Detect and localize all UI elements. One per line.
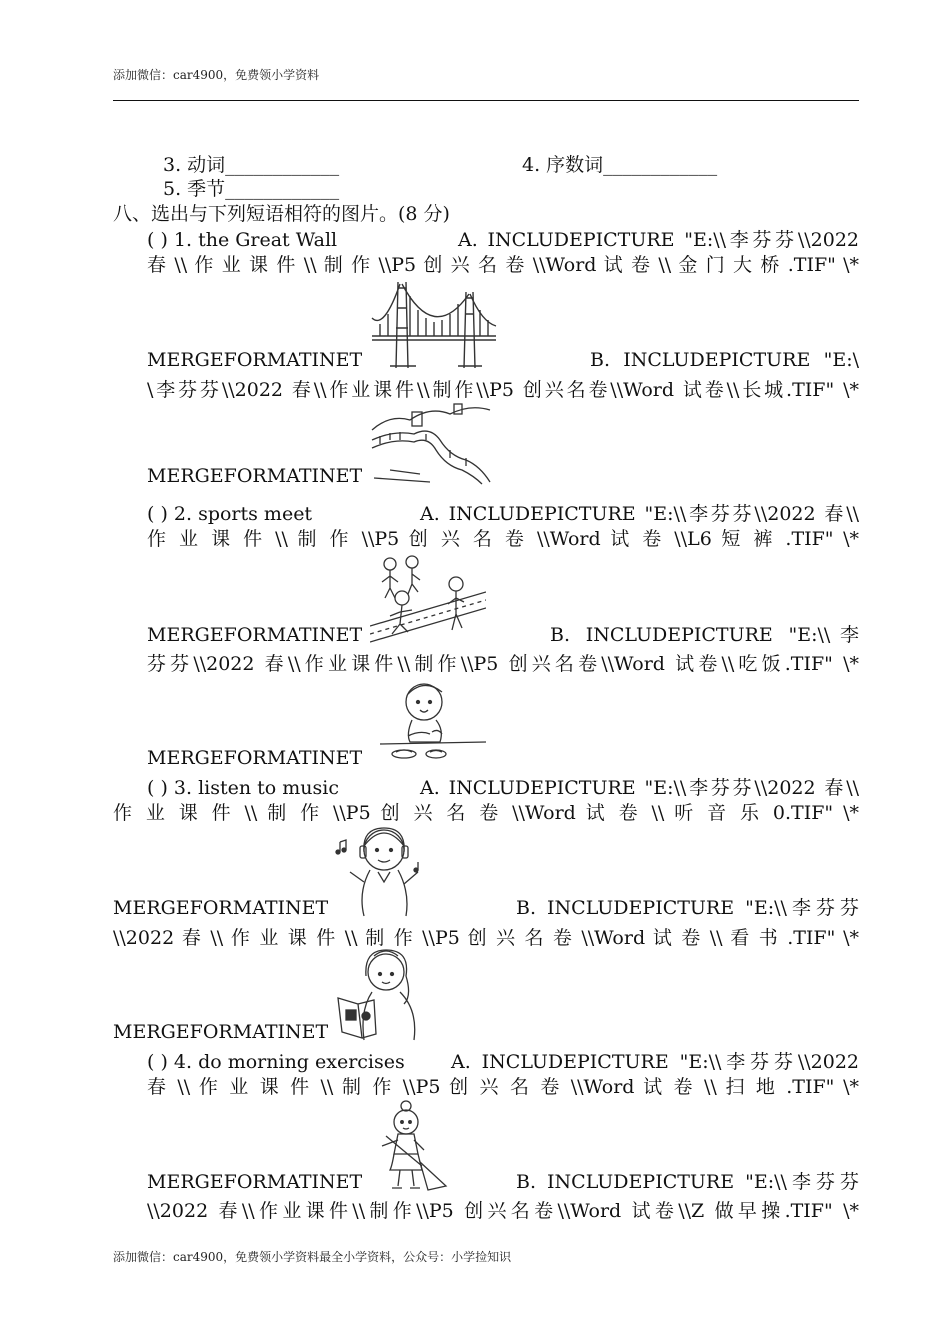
q2-b-merge: MERGEFORMATINET xyxy=(147,747,363,769)
q3-a-merge: MERGEFORMATINET xyxy=(113,897,329,919)
q3-b-merge: MERGEFORMATINET xyxy=(113,1021,329,1043)
girl-reading-icon xyxy=(334,946,424,1042)
page-header: 添加微信：car4900，免费领小学资料 xyxy=(113,68,320,82)
boy-eating-icon xyxy=(380,678,486,764)
q3-b-line1: B. INCLUDEPICTURE "E:\\李芬芬 xyxy=(516,897,859,919)
great-wall-icon xyxy=(370,400,492,486)
q2-a-line2: 作 业 课 件 \\ 制 作 \\P5 创 兴 名 卷 \\Word 试 卷 \\L6 短 裤 .TIF" \* xyxy=(147,528,859,550)
header-divider xyxy=(113,100,859,101)
q4-a-line1: A. INCLUDEPICTURE "E:\\李芬芬\\2022 xyxy=(451,1051,859,1073)
q4-prompt: ( ) 4. do morning exercises xyxy=(147,1051,405,1073)
q3-a-line2: 作 业 课 件 \\ 制 作 \\P5 创 兴 名 卷 \\Word 试 卷 \\ 听 音 乐 0.TIF" \* xyxy=(113,802,859,824)
girl-headphones-icon xyxy=(334,822,430,918)
q2-a-merge: MERGEFORMATINET xyxy=(147,624,363,646)
girl-sweeping-icon xyxy=(362,1096,448,1192)
q3-b-line2: \\2022 春 \\ 作 业 课 件 \\ 制 作 \\P5 创 兴 名 卷 \\Word 试 卷 \\ 看 书 .TIF" \* xyxy=(113,927,859,949)
q1-b-line2: \李芬芬\\2022 春\\作业课件\\制作\\P5 创兴名卷\\Word 试卷\\长城.TIF" \* xyxy=(147,379,859,401)
q4-b-line2: \\2022 春\\作业课件\\制作\\P5 创兴名卷\\Word 试卷\\Z 做早操.TIF" \* xyxy=(147,1200,859,1222)
q3-a-line1: A. INCLUDEPICTURE "E:\\李芬芬\\2022 春\\ xyxy=(420,777,859,799)
running-kids-icon xyxy=(370,552,486,644)
page-footer: 添加微信：car4900，免费领小学资料最全小学资料，公众号：小学捡知识 xyxy=(113,1250,512,1264)
q1-prompt: ( ) 1. the Great Wall xyxy=(147,229,338,251)
q1-b-line1: B. INCLUDEPICTURE "E:\ xyxy=(590,349,859,371)
q1-a-line2: 春 \\ 作 业 课 件 \\ 制 作 \\P5 创 兴 名 卷 \\Word 试 卷 \\ 金 门 大 桥 .TIF" \* xyxy=(147,254,859,276)
q1-a-line1: A. INCLUDEPICTURE "E:\\李芬芬\\2022 xyxy=(458,229,859,251)
fill-item-5: 5. 季节____________ xyxy=(163,178,340,200)
q2-prompt: ( ) 2. sports meet xyxy=(147,503,313,525)
q4-b-line1: B. INCLUDEPICTURE "E:\\李芬芬 xyxy=(516,1171,859,1193)
q2-b-line1: B. INCLUDEPICTURE "E:\\李 xyxy=(550,624,859,646)
q2-b-line2: 芬芬\\2022 春\\作业课件\\制作\\P5 创兴名卷\\Word 试卷\\吃饭.TIF" \* xyxy=(147,653,859,675)
fill-item-3: 3. 动词____________ xyxy=(163,154,340,176)
q2-a-line1: A. INCLUDEPICTURE "E:\\李芬芬\\2022 春\\ xyxy=(420,503,859,525)
golden-gate-bridge-icon xyxy=(370,278,498,370)
q1-b-merge: MERGEFORMATINET xyxy=(147,465,363,487)
section-title: 八、选出与下列短语相符的图片。(8 分) xyxy=(113,203,450,225)
q4-a-merge: MERGEFORMATINET xyxy=(147,1171,363,1193)
fill-item-4: 4. 序数词____________ xyxy=(522,154,718,176)
q3-prompt: ( ) 3. listen to music xyxy=(147,777,339,799)
q1-a-merge: MERGEFORMATINET xyxy=(147,349,363,371)
q4-a-line2: 春 \\ 作 业 课 件 \\ 制 作 \\P5 创 兴 名 卷 \\Word 试 卷 \\ 扫 地 .TIF" \* xyxy=(147,1076,859,1098)
